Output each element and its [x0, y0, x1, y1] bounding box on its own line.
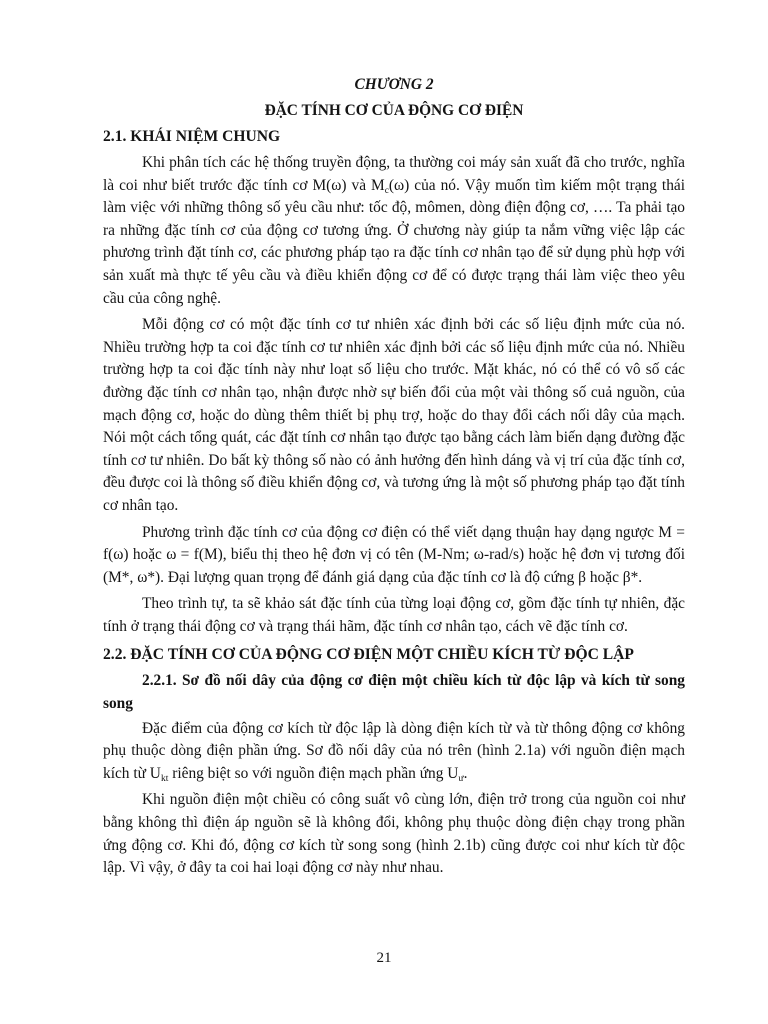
chapter-title: ĐẶC TÍNH CƠ CỦA ĐỘNG CƠ ĐIỆN — [264, 102, 524, 119]
paragraph-1-text-a: Khi phân tích các hệ thống truyền động, ta thường coi máy sản xuất đã cho trước, nghĩa là coi như biết trước đặc tính cơ M(ω) và M — [103, 154, 685, 194]
chapter-label: CHƯƠNG 2 — [354, 76, 434, 93]
paragraph-4: Theo trình tự, ta sẽ khảo sát đặc tính của từng loại động cơ, gồm đặc tính tự nhiên, đặc tính ở trạng thái động cơ và trạng thái hãm, đặc tính cơ nhân tạo, cách vẽ đặc tính cơ. — [103, 595, 685, 635]
subscript-u: ư — [458, 772, 464, 784]
subscript-c: c — [384, 184, 389, 196]
paragraph-5-text-b: riêng biệt so với nguồn điện mạch phần ứng U — [168, 764, 459, 782]
paragraph-5-text-a: Đặc điểm của động cơ kích từ độc lập là dòng điện kích từ và từ thông động cơ không phụ thuộc dòng điện phần ứng. Sơ đồ nối dây của nó trên (hình 2.1a) với nguồn điện mạch kích từ U — [103, 719, 685, 782]
subsection-heading-2-2-1: 2.2.1. Sơ đồ nối dây của động cơ điện một chiều kích từ độc lập và kích từ song song — [103, 672, 685, 713]
document-page — [103, 72, 685, 884]
paragraph-6: Khi nguồn điện một chiều có công suất vô cùng lớn, điện trở trong của nguồn coi như bằng không thì điện áp nguồn sẽ là không đổi, không phụ thuộc dòng điện chạy trong phần ứng động cơ. Khi đó, động cơ kích từ song song (hình 2.1b) cũng được coi như kích từ độc lập. Vì vậy, ở đây ta coi hai loại động cơ này như nhau. — [103, 791, 685, 877]
paragraph-5-text-c: . — [463, 764, 468, 782]
section-heading-2-2: 2.2. ĐẶC TÍNH CƠ CỦA ĐỘNG CƠ ĐIỆN MỘT CHIỀU KÍCH TỪ ĐỘC LẬP — [103, 646, 634, 664]
section-heading-2-1: 2.1. KHÁI NIỆM CHUNG — [103, 128, 281, 145]
paragraph-3: Phương trình đặc tính cơ của động cơ điện có thể viết dạng thuận hay dạng ngược M = f(ω) hoặc ω = f(M), biểu thị theo hệ đơn vị có tên (M-Nm; ω-rad/s) hoặc hệ đơn vị tương đối (M*, ω*). Đại lượng quan trọng để đánh giá dạng của đặc tính cơ là độ cứng β hoặc β*. — [103, 523, 685, 586]
paragraph-1 — [103, 152, 685, 310]
paragraph-1-text-b: (ω) của nó. Vậy muốn tìm kiếm một trạng thái làm việc với những thông số yêu cầu như: tốc độ, mômen, dòng điện động cơ, …. Ta phải tạo ra những đặc tính cơ của động cơ tương ứng. Ở chương này giúp ta nắm vững việc lập các phương trình đặt tính cơ, các phương pháp tạo ra đặc tính cơ nhân tạo để sử dụng phù hợp với sản xuất mà thực tế yêu cầu và điều khiển động cơ để có được trạng thái làm việc theo yêu cầu của công nghệ. — [103, 176, 685, 307]
subscript-kt: kt — [160, 772, 169, 784]
page-number: 21 — [376, 950, 392, 966]
paragraph-5 — [103, 718, 685, 786]
paragraph-2: Mỗi động cơ có một đặc tính cơ tư nhiên xác định bởi các số liệu định mức của nó. Nhiều trường hợp ta coi đặc tính cơ tư nhiên xác định bởi các số liệu định mức của nó. Nhiều trường hợp ta coi đặc tính này như loạt số liệu cho trước. Mặt khác, nó có thể có vô số các đường đặc tính cơ nhân tạo, nhận được nhờ sự biến đổi của một vài thông số cuả nguồn, của mạch động cơ, hoặc do dùng thêm thiết bị phụ trợ, hoặc do thay đổi cách nối dây của mạch. Nói một cách tổng quát, các đặt tính cơ nhân tạo được tạo bằng cách làm biến dạng đường đặc tính cơ tư nhiên. Do bất kỳ thông số nào có ảnh hưởng đến hình dáng và vị trí của đặc tính cơ, đều được coi là thông số điều khiển động cơ, và tương ứng là một số phương pháp tạo đặt tính cơ nhân tạo. — [103, 316, 685, 514]
